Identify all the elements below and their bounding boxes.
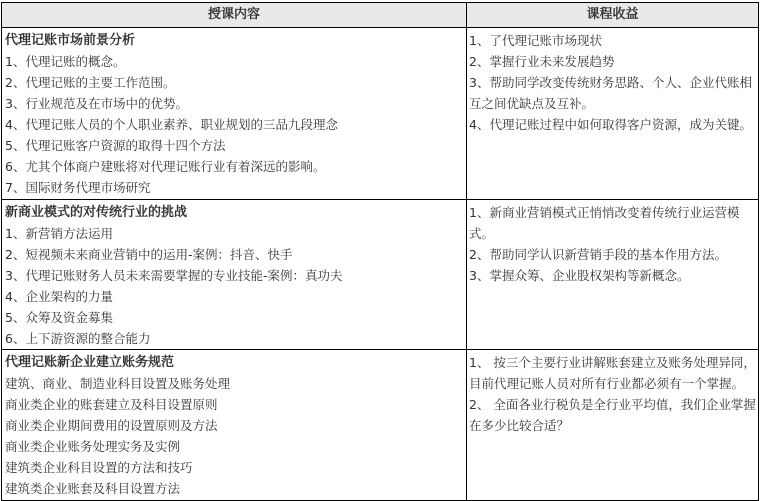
benefit-item: 3、帮助同学改变传统财务思路、个人、企业代账相互之间优缺点及互补。	[469, 75, 752, 111]
section-content-cell	[2, 28, 467, 200]
benefit-item: 2、帮助同学认识新营销手段的基本作用方法。	[469, 247, 727, 262]
benefit-item: 2、 全面各业行税负是全行业平均值，我们企业掌握在多少比较合适？	[469, 397, 756, 433]
section-content-cell	[2, 350, 467, 501]
section-benefit-cell	[467, 200, 759, 350]
content-item: 4、企业架构的力量	[5, 289, 113, 304]
content-item: 3、行业规范及在市场中的优势。	[5, 96, 188, 111]
benefit-item: 1、了代理记账市场现状	[469, 33, 602, 48]
header-course-benefit: 课程收益	[467, 3, 759, 28]
section-title: 新商业模式的对传统行业的挑战	[5, 205, 188, 220]
content-item: 2、短视频未来商业营销中的运用-案例：抖音、快手	[5, 247, 293, 262]
header-course-content: 授课内容	[2, 3, 467, 28]
benefit-item: 4、代理记账过程中如何取得客户资源，成为关键。	[469, 117, 752, 132]
content-item: 商业类企业账务处理实务及实例	[5, 439, 181, 454]
section-title: 代理记账新企业建立账务规范	[5, 355, 175, 370]
benefit-item: 2、掌握行业未来发展趋势	[469, 54, 615, 69]
content-item: 4、代理记账人员的个人职业素养、职业规划的三品九段理念	[5, 117, 338, 132]
content-item: 商业类企业的账套建立及科目设置原则	[5, 397, 218, 412]
content-item: 6、尤其个体商户建账将对代理记账行业有着深远的影响。	[5, 159, 326, 174]
benefit-item: 1、新商业营销模式正悄悄改变着传统行业运营模式。	[469, 205, 740, 241]
content-item: 1、代理记账的概念。	[5, 54, 126, 69]
course-table	[1, 2, 759, 501]
content-item: 6、上下游资源的整合能力	[5, 331, 151, 346]
benefit-item: 3、掌握众筹、企业股权架构等新概念。	[469, 268, 690, 283]
content-item: 5、众筹及资金募集	[5, 310, 113, 325]
content-item: 建筑类企业科目设置的方法和技巧	[5, 460, 193, 475]
content-item: 建筑类企业账套及科目设置方法	[5, 481, 181, 496]
content-item: 5、代理记账客户资源的取得十四个方法	[5, 138, 226, 153]
content-item: 3、代理记账财务人员未来需要掌握的专业技能-案例：真功夫	[5, 268, 343, 283]
section-content-cell	[2, 200, 467, 350]
section-row	[2, 350, 759, 501]
section-row	[2, 28, 759, 200]
content-item: 建筑、商业、制造业科目设置及账务处理	[5, 376, 231, 391]
benefit-item: 1、 按三个主要行业讲解账套建立及账务处理异同，目前代理记账人员对所有行业都必须有一个掌握。	[469, 355, 756, 391]
content-item: 1、新营销方法运用	[5, 226, 113, 241]
section-benefit-cell	[467, 350, 759, 501]
content-item: 2、代理记账的主要工作范围。	[5, 75, 176, 90]
content-item: 商业类企业期间费用的设置原则及方法	[5, 418, 218, 433]
section-title: 代理记账市场前景分析	[5, 33, 136, 48]
section-benefit-cell	[467, 28, 759, 200]
section-row	[2, 200, 759, 350]
content-item: 7、国际财务代理市场研究	[5, 180, 151, 195]
header-row	[2, 3, 759, 28]
